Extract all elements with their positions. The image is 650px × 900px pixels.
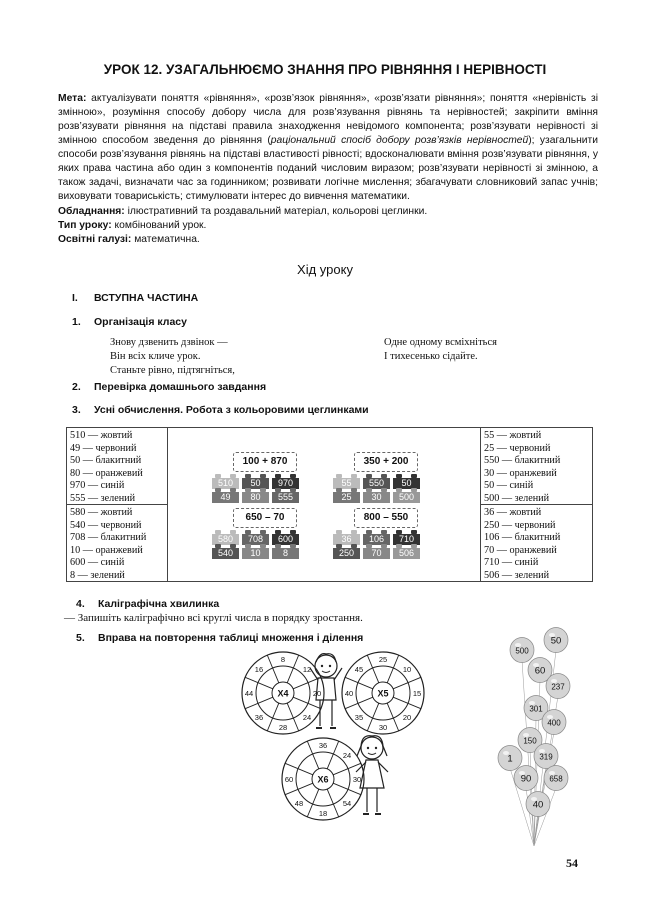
wheel-number: 10 — [402, 664, 412, 674]
list-item: 580 — жовтий — [70, 507, 133, 518]
list-item: 50 — синій — [484, 480, 534, 492]
brick: 55 — [333, 478, 360, 489]
brick: 36 — [333, 534, 360, 545]
list-item: 708 — блакитний — [70, 532, 147, 544]
list-item: 550 — блакитний — [484, 455, 561, 467]
wheel-number: 28 — [278, 723, 288, 732]
color-list-top-left — [70, 430, 143, 506]
brick-task — [328, 452, 420, 512]
balloon-number: 60 — [534, 665, 546, 677]
list-item: 49 — червоний — [70, 442, 137, 454]
brick: 555 — [272, 492, 299, 503]
goal-text-2: ); узагальнити способи розв’язування рівнянь на підставі властивості рівності; вдосконалювати вміння розв’язувати рівняння, у яких права частина або один з компонентів поданий числовим виразом; розв’язувати нерівності зі змінною, а також задачі, визначати час за годинником; розвивати логічне мислення; збагачувати словниковий запас учнів; виховувати товариськість; стимулювати інтерес до вивчення математики. — [58, 135, 598, 202]
list-item: 506 — зелений — [484, 569, 550, 581]
balloons-illustration — [490, 620, 580, 850]
balloon-number: 319 — [539, 752, 553, 762]
page-number: 54 — [566, 856, 578, 870]
item-heading-4: 4. Каліграфічна хвилинка — [76, 598, 220, 610]
calligraphy-instruction: — Запишіть каліграфічно всі круглі числа в порядку зростання. — [64, 612, 363, 624]
wheel-number: 8 — [280, 655, 286, 664]
list-item: 600 — синій — [70, 557, 125, 569]
wheel-number: 20 — [402, 713, 412, 723]
poem-line: Станьте рівно, підтягніться, — [110, 365, 235, 376]
list-item: 30 — оранжевий — [484, 467, 557, 479]
brick: 25 — [333, 492, 360, 503]
wheel-number: 35 — [354, 713, 364, 723]
brick: 510 — [212, 478, 239, 489]
subject-label: Освітні галузі: — [58, 234, 132, 245]
balloon-number: 301 — [529, 704, 543, 714]
task-expression: 650 – 70 — [233, 508, 297, 528]
balloon-number: 500 — [515, 646, 529, 656]
list-item: 10 — оранжевий — [70, 544, 143, 556]
balloon-number: 50 — [550, 635, 562, 647]
list-item: 710 — синій — [484, 557, 539, 569]
color-list-top-right — [484, 430, 560, 506]
brick: 70 — [363, 548, 390, 559]
wheel-number: 30 — [352, 775, 362, 784]
multiplication-wheel-x5 — [340, 650, 426, 736]
brick: 250 — [333, 548, 360, 559]
brick: 710 — [393, 534, 420, 545]
wheel-number: 24 — [302, 713, 312, 723]
brick: 10 — [242, 548, 269, 559]
equipment-line — [58, 206, 427, 217]
list-item: 25 — червоний — [484, 442, 551, 454]
wheel-number: 18 — [318, 809, 328, 818]
brick: 8 — [272, 548, 299, 559]
list-item: 106 — блакитний — [484, 532, 561, 544]
item-heading-3: 3. Усні обчислення. Робота з кольоровими цеглинками — [72, 404, 369, 416]
goal-paragraph — [58, 92, 598, 204]
wheel-number: 30 — [378, 723, 388, 732]
list-item: 540 — червоний — [70, 519, 142, 531]
wheel-number: 44 — [244, 689, 254, 698]
list-item: 8 — зелений — [70, 569, 125, 581]
wheel-number: 54 — [342, 799, 352, 809]
balloon-string — [522, 660, 534, 846]
task-expression: 100 + 870 — [233, 452, 297, 472]
section-heading-1: I. ВСТУПНА ЧАСТИНА — [72, 292, 199, 304]
brick: 80 — [242, 492, 269, 503]
brick: 708 — [242, 534, 269, 545]
list-item: 970 — синій — [70, 480, 125, 492]
wheel-center-label: Х5 — [377, 688, 389, 699]
balloon-number: 658 — [549, 774, 563, 784]
balloon-number: 400 — [547, 718, 561, 728]
balloon-number: 90 — [520, 773, 532, 785]
balloon-number: 40 — [532, 799, 544, 811]
list-item: 36 — жовтий — [484, 507, 542, 518]
wheel-center-label: Х6 — [317, 774, 329, 785]
brick: 970 — [272, 478, 299, 489]
list-item: 80 — оранжевий — [70, 467, 143, 479]
task-expression: 800 – 550 — [354, 508, 418, 528]
color-list-bottom-left — [70, 507, 146, 583]
brick: 600 — [272, 534, 299, 545]
list-item: 510 — жовтий — [70, 430, 133, 441]
poem-left — [110, 336, 235, 378]
balloon-number: 150 — [523, 736, 537, 746]
brick-table — [66, 427, 593, 582]
wheel-number: 36 — [254, 713, 264, 723]
brick: 550 — [363, 478, 390, 489]
brick: 500 — [393, 492, 420, 503]
goal-text-1: актуалізувати поняття «рівняння», «розв’язок рівняння», «розв’язати рівняння»; поняття «нерівність зі змінною», розуміння способу добору числа для розв’язування рівнянь та нерівностей; закріпити вміння розв’язувати рівняння на підставі правила знаходження невідомого компонента; розв’язувати нерівності зі змінною способом зведення до рівняння ( — [58, 93, 598, 146]
wheel-number: 48 — [294, 799, 304, 809]
subject-line — [58, 234, 200, 245]
wheel-number: 24 — [342, 750, 352, 760]
item-heading-1: 1. Організація класу — [72, 316, 187, 328]
lesson-type-label: Тип уроку: — [58, 220, 112, 231]
brick: 580 — [212, 534, 239, 545]
boy-figure-icon — [308, 650, 344, 735]
brick: 50 — [393, 478, 420, 489]
task-expression: 350 + 200 — [354, 452, 418, 472]
wheel-number: 12 — [302, 664, 312, 674]
brick: 506 — [393, 548, 420, 559]
wheel-number: 15 — [412, 689, 422, 698]
brick: 50 — [242, 478, 269, 489]
lesson-type-text: комбінований урок. — [111, 220, 207, 231]
list-item: 55 — жовтий — [484, 430, 542, 441]
wheel-number: 40 — [344, 689, 354, 698]
balloon-number: 1 — [507, 753, 513, 765]
goal-label: Мета: — [58, 93, 87, 104]
list-item: 250 — червоний — [484, 519, 556, 531]
lesson-type-line — [58, 220, 206, 231]
brick: 30 — [363, 492, 390, 503]
poem-line: Одне одному всміхніться — [384, 337, 497, 348]
item-heading-5: 5. Вправа на повторення таблиці множення і ділення — [76, 632, 364, 644]
brick-task — [328, 508, 420, 568]
wheel-number: 36 — [318, 741, 328, 750]
poem-right — [384, 336, 497, 364]
subject-text: математична. — [131, 234, 200, 245]
list-item: 500 — зелений — [484, 492, 550, 504]
wheel-number: 60 — [284, 775, 294, 784]
brick: 49 — [212, 492, 239, 503]
wheel-center-label: Х4 — [277, 688, 289, 699]
course-heading: Хід уроку — [297, 262, 353, 277]
list-item: 555 — зелений — [70, 492, 136, 504]
wheel-number: 16 — [254, 664, 264, 674]
item-heading-2: 2. Перевірка домашнього завдання — [72, 381, 267, 393]
brick-task — [207, 508, 299, 568]
equipment-text: ілюстративний та роздавальний матеріал, кольорові цеглинки. — [124, 206, 428, 217]
lesson-title: УРОК 12. УЗАГАЛЬНЮЄМО ЗНАННЯ ПРО РІВНЯННЯ І НЕРІВНОСТІ — [103, 62, 547, 77]
poem-line: Знову дзвенить дзвінок — — [110, 337, 228, 348]
list-item: 70 — оранжевий — [484, 544, 557, 556]
poem-line: Він всіх кличе урок. — [110, 351, 201, 362]
equipment-label: Обладнання: — [58, 206, 125, 217]
poem-line: І тихесенько сідайте. — [384, 351, 478, 362]
girl-figure-icon — [354, 732, 390, 822]
wheel-number: 25 — [378, 655, 388, 664]
list-item: 50 — блакитний — [70, 455, 142, 467]
brick: 106 — [363, 534, 390, 545]
table-divider — [167, 428, 168, 581]
wheel-number: 45 — [354, 664, 364, 674]
color-list-bottom-right — [484, 507, 560, 583]
brick-task — [207, 452, 299, 512]
goal-text-italic: раціональний спосіб добору розв’язків нерівностей — [270, 135, 529, 146]
wheel-number: 20 — [312, 689, 322, 698]
balloon-number: 237 — [551, 682, 565, 692]
brick: 540 — [212, 548, 239, 559]
